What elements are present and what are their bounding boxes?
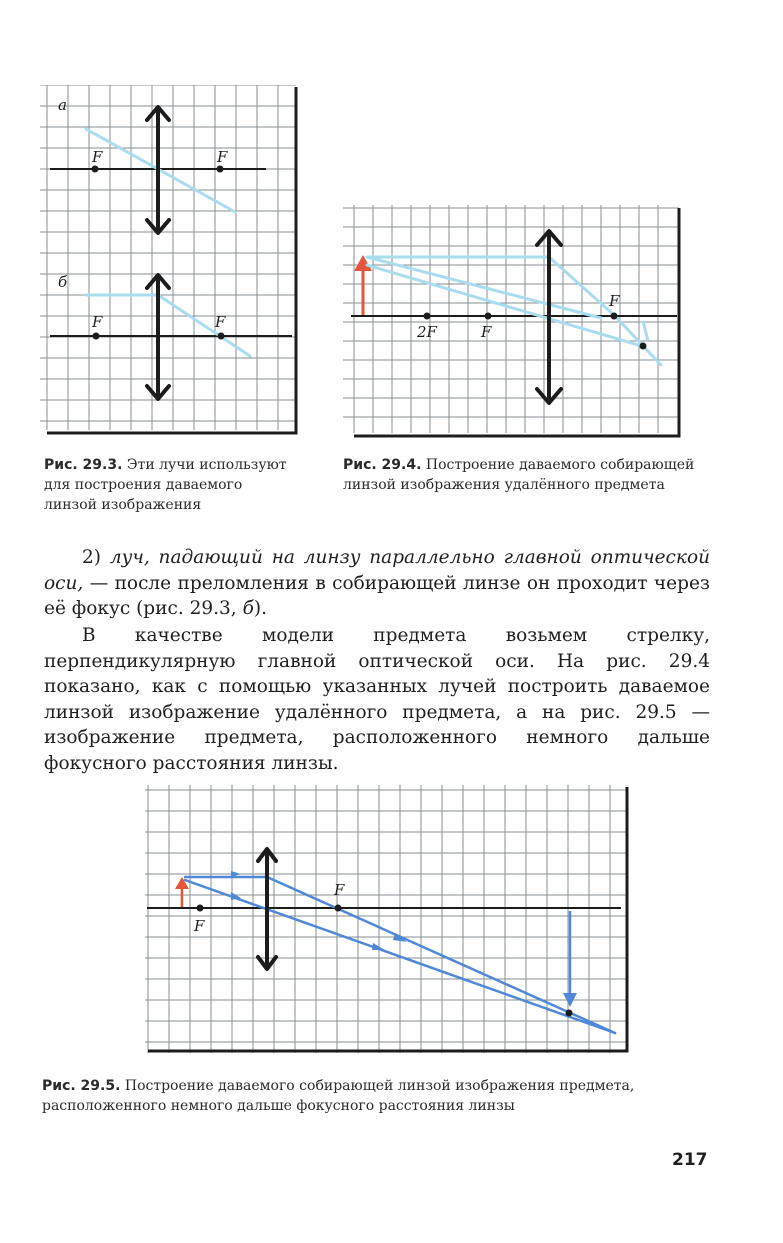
ray-extra: [367, 257, 601, 318]
rule-body: — после преломления в собирающей линзе он проходит через её фокус (рис. 29.3,: [44, 572, 710, 619]
model-text: В качестве модели предмета возьмем стрелку, перпендикулярную главной оптической оси. На рис. 29.4 показано, как с помощью указанных лучей построить даваемое линзой изображение удалённого предмета, а на рис. 29.5 — изображение предмета, расположенного немного дальше фокусного расстояния линзы.: [44, 625, 710, 774]
caption-29-5-number: Рис. 29.5.: [42, 1078, 121, 1094]
focus-point-left: [197, 905, 204, 912]
caption-29-3-number: Рис. 29.3.: [44, 457, 123, 473]
object-arrow: [354, 255, 372, 315]
caption-29-4-text: Построение даваемого собирающей линзой изображения удалённого предмета: [343, 457, 695, 493]
part-a-label: а: [58, 96, 67, 114]
focus-point-right: [335, 905, 342, 912]
focus-point-left-b: [93, 333, 100, 340]
caption-29-5: [42, 1076, 710, 1116]
caption-29-3: [44, 455, 299, 515]
double-focus-point: [424, 313, 431, 320]
focus-label-right-a: F: [217, 148, 228, 166]
focus-label-right: F: [334, 881, 345, 899]
focus-label-left-b: F: [92, 313, 103, 331]
figure-29-5: [145, 785, 633, 1065]
image-arrow: [563, 911, 577, 1007]
double-focus-label: 2F: [417, 323, 437, 341]
focus-point-left-a: [92, 166, 99, 173]
focus-point-right-b: [218, 333, 225, 340]
rule-italic: луч, падающий на линзу параллельно главной оптической оси,: [44, 547, 710, 594]
page-number: 217: [672, 1150, 708, 1170]
rule-end: ).: [253, 598, 267, 619]
image-point: [640, 343, 647, 350]
focus-point-left: [485, 313, 492, 320]
caption-29-4-number: Рис. 29.4.: [343, 457, 422, 473]
caption-29-5-text: Построение даваемого собирающей линзой изображения предмета, расположенного немного дальше фокусного расстояния линзы: [42, 1078, 635, 1114]
image-point: [566, 1010, 573, 1017]
ray-through-center-a: [86, 129, 235, 212]
paragraph-model: [44, 623, 710, 776]
focus-point-right-a: [217, 166, 224, 173]
grid: [40, 85, 296, 430]
focus-label-right: F: [609, 292, 620, 310]
caption-29-4: [343, 455, 708, 495]
focus-label-left-a: F: [92, 148, 103, 166]
rule-figure-ref: б: [242, 598, 254, 619]
grid: [343, 205, 679, 433]
focus-label-left: F: [481, 323, 492, 341]
image-arrow: [643, 321, 648, 341]
focus-point-right: [611, 313, 618, 320]
part-b-label: б: [58, 273, 68, 291]
figure-29-3: [40, 85, 302, 440]
paragraph-rule-2: [44, 545, 710, 622]
focus-label-left: F: [194, 917, 205, 935]
focus-label-right-b: F: [215, 313, 226, 331]
rule-number: 2): [82, 547, 101, 568]
figure-frame: [47, 87, 296, 433]
caption-29-3-text: Эти лучи используют для построения даваемого линзой изображения: [44, 457, 287, 513]
figure-29-4: [343, 205, 685, 442]
